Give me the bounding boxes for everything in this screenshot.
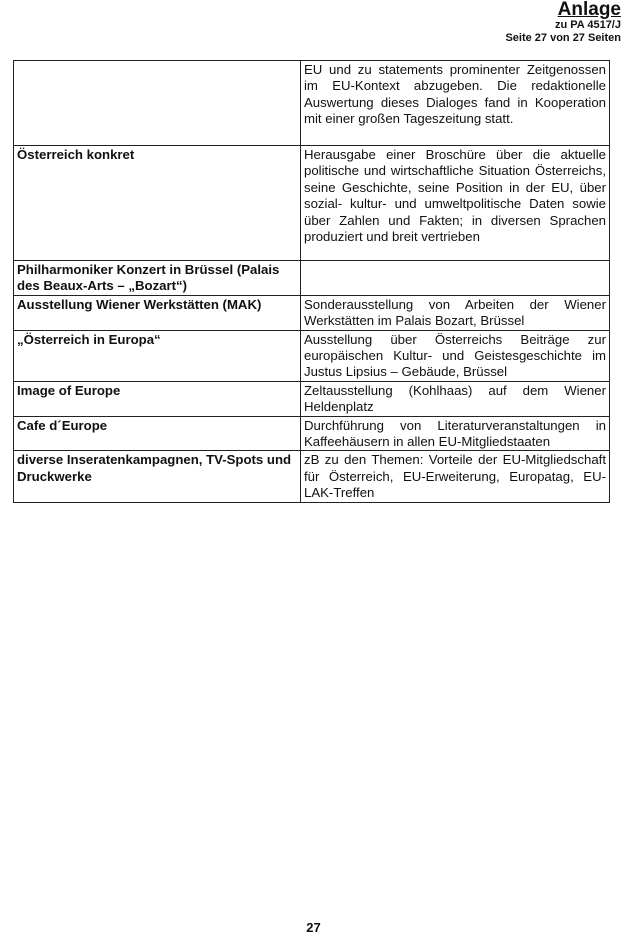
- table-row: [14, 416, 610, 451]
- table-cell-description: [301, 261, 610, 296]
- table-cell-description: Sonderausstellung von Arbeiten der Wiener Werkstätten im Palais Bozart, Brüssel: [301, 295, 610, 330]
- header-title: Anlage: [557, 0, 621, 20]
- table-cell-activity: [14, 61, 301, 146]
- page-header: [505, 0, 621, 45]
- table-cell-description: Durchführung von Literaturveranstaltungen in Kaffeehäusern in allen EU-Mitgliedstaaten: [301, 416, 610, 451]
- table-cell-description: Herausgabe einer Broschüre über die aktuelle politische und wirtschaftliche Situation Österreichs, seine Geschichte, seine Position in der EU, über sozial- kultur- und umweltpolitische Daten sowie über Zahlen und Fakten; in diversen Sprachen produziert und breit vertrieben: [301, 146, 610, 261]
- table-row: [14, 261, 610, 296]
- table-cell-activity: Image of Europe: [14, 381, 301, 416]
- activities-table: [13, 60, 610, 503]
- table-row: [14, 381, 610, 416]
- table-cell-description: Zeltausstellung (Kohlhaas) auf dem Wiener Heldenplatz: [301, 381, 610, 416]
- table-cell-activity: „Österreich in Europa“: [14, 330, 301, 381]
- table-row: [14, 61, 610, 146]
- table-cell-description: Ausstellung über Österreichs Beiträge zur europäischen Kultur- und Geistesgeschichte im Justus Lipsius – Gebäude, Brüssel: [301, 330, 610, 381]
- page-number: 27: [306, 920, 321, 935]
- table-row: [14, 330, 610, 381]
- table-cell-activity: Philharmoniker Konzert in Brüssel (Palais des Beaux-Arts – „Bozart“): [14, 261, 301, 296]
- table-cell-activity: diverse Inseratenkampagnen, TV-Spots und Druckwerke: [14, 451, 301, 502]
- table-row: [14, 146, 610, 261]
- table-cell-activity: Österreich konkret: [14, 146, 301, 261]
- table-row: [14, 295, 610, 330]
- table-row: [14, 451, 610, 502]
- table-cell-description: EU und zu statements prominenter Zeitgenossen im EU-Kontext abzugeben. Die redaktionelle Auswertung dieses Dialoges fand in Kooperation mit einer großen Tageszeitung statt.: [301, 61, 610, 146]
- table-cell-activity: Ausstellung Wiener Werkstätten (MAK): [14, 295, 301, 330]
- header-page-info: Seite 27 von 27 Seiten: [505, 32, 621, 44]
- header-ref: zu PA 4517/J: [554, 19, 621, 31]
- table-cell-activity: Cafe d´Europe: [14, 416, 301, 451]
- table-cell-description: zB zu den Themen: Vorteile der EU-Mitgliedschaft für Österreich, EU-Erweiterung, Europatag, EU-LAK-Treffen: [301, 451, 610, 502]
